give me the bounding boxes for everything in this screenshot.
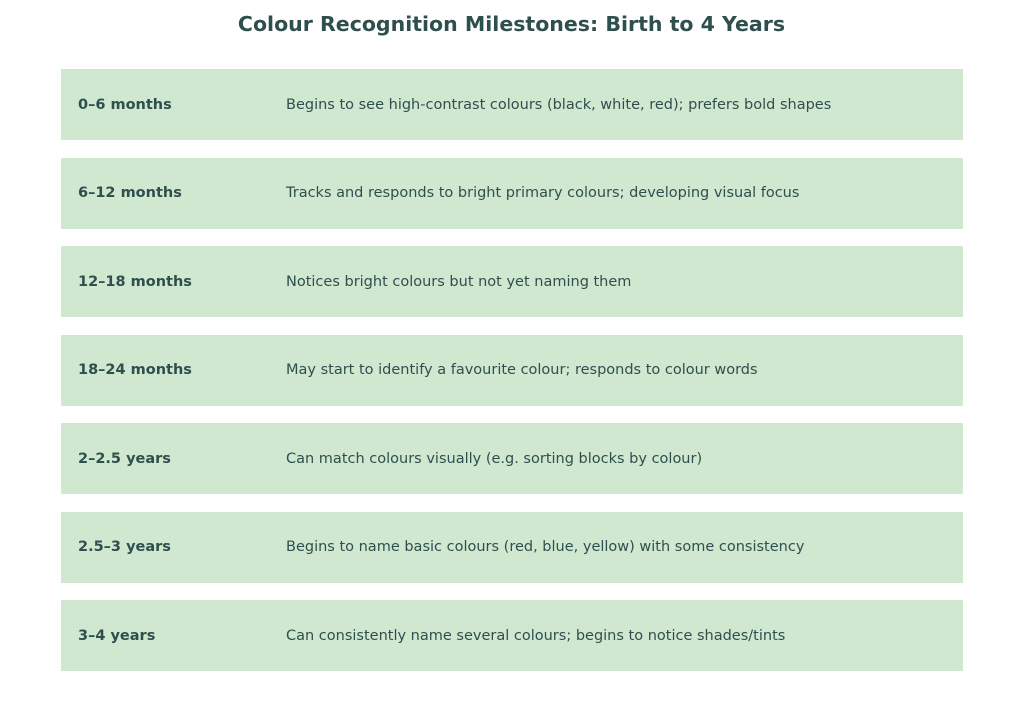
milestone-description: May start to identify a favourite colour; responds to colour words bbox=[286, 362, 758, 378]
milestone-row bbox=[61, 335, 963, 406]
milestone-age: 3–4 years bbox=[78, 627, 156, 644]
milestone-description: Can match colours visually (e.g. sorting blocks by colour) bbox=[286, 450, 703, 467]
milestone-row bbox=[61, 69, 963, 140]
milestone-age: 12–18 months bbox=[78, 273, 192, 290]
milestone-age: 0–6 months bbox=[78, 96, 172, 113]
milestone-age: 2.5–3 years bbox=[78, 539, 171, 555]
milestone-description: Can consistently name several colours; begins to notice shades/tints bbox=[286, 627, 786, 644]
milestone-row bbox=[61, 600, 963, 671]
milestone-list bbox=[61, 69, 963, 689]
milestone-description: Begins to name basic colours (red, blue, yellow) with some consistency bbox=[286, 539, 805, 555]
milestone-row bbox=[61, 423, 963, 494]
milestone-age: 2–2.5 years bbox=[78, 450, 171, 467]
milestone-description: Notices bright colours but not yet naming them bbox=[286, 273, 632, 290]
milestone-row bbox=[61, 246, 963, 317]
milestone-description: Begins to see high-contrast colours (black, white, red); prefers bold shapes bbox=[286, 96, 832, 113]
milestone-description: Tracks and responds to bright primary colours; developing visual focus bbox=[286, 185, 800, 201]
milestone-row bbox=[61, 512, 963, 583]
milestone-age: 6–12 months bbox=[78, 185, 182, 201]
milestone-age: 18–24 months bbox=[78, 362, 192, 378]
page-title: Colour Recognition Milestones: Birth to 4 Years bbox=[237, 12, 786, 36]
milestone-row bbox=[61, 158, 963, 229]
